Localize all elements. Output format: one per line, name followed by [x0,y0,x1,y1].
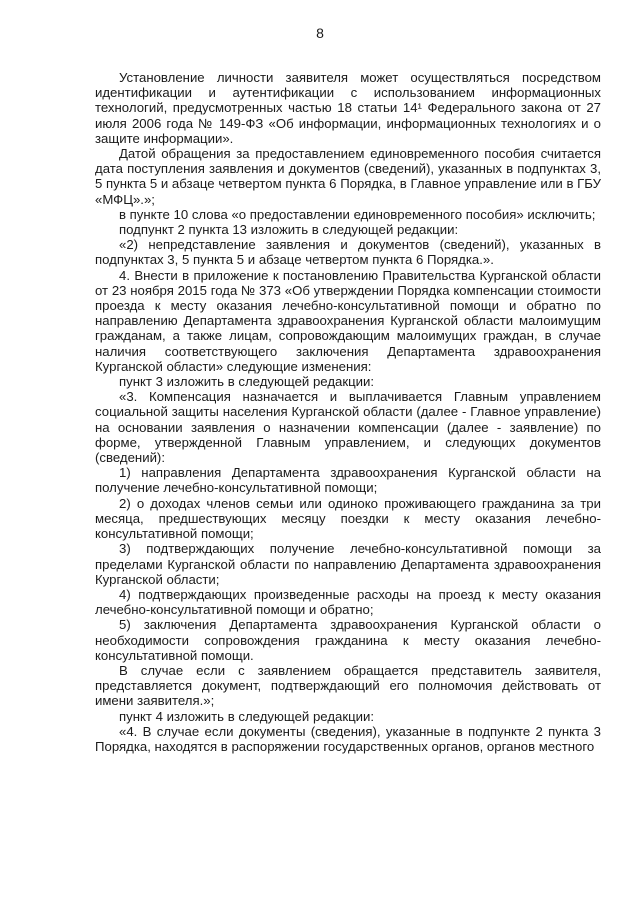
paragraph: В случае если с заявлением обращается представитель заявителя, представляется документ, подтверждающий его полномочия действовать от имени заявителя.»; [95,662,601,709]
paragraph: пункт 3 изложить в следующей редакции: [119,374,375,390]
paragraph: 1) направления Департамента здравоохранения Курганской области на получение лечебно-консультативной помощи; [95,465,601,496]
paragraph: 2) о доходах членов семьи или одиноко проживающего гражданина за три месяца, предшествующих месяцу поездки к месту оказания лечебно-консультативной помощи; [95,495,601,542]
paragraph: «3. Компенсация назначается и выплачивается Главным управлением социальной защиты населения Курганской области (далее - Главное управление) на основании заявления о назначении компенсации (далее - заявление) по форме, утвержденной Главным управлением, и следующих документов (сведений): [95,389,601,466]
paragraph: подпункт 2 пункта 13 изложить в следующей редакции: [119,222,459,238]
page-number: 8 [316,25,324,41]
paragraph: 5) заключения Департамента здравоохранения Курганской области о необходимости сопровождения гражданина к месту оказания лечебно-консультативной помощи. [95,617,601,663]
paragraph: «4. В случае если документы (сведения), указанные в подпункте 2 пункта 3 Порядка, находятся в распоряжении государственных органов, органов местного [95,723,601,754]
paragraph: в пункте 10 слова «о предоставлении единовременного пособия» исключить; [119,206,596,222]
paragraph: «2) непредставление заявления и документов (сведений), указанных в подпунктах 3, 5 пункта 5 и абзаце четвертом пункта 6 Порядка.». [95,237,601,268]
document-body [95,70,601,754]
paragraph: Установление личности заявителя может осуществляться посредством идентификации и аутентификации с использованием информационных технологий, предусмотренных частью 18 статьи 14¹ Федерального закона от 27 июля 2006 года № 149-ФЗ «Об информации, информационных технологиях и о защите информации». [95,70,601,146]
paragraph: 3) подтверждающих получение лечебно-консультативной помощи за пределами Курганской области по направлению Департамента здравоохранения Курганской области; [95,541,601,587]
paragraph: пункт 4 изложить в следующей редакции: [119,708,375,724]
paragraph: Датой обращения за предоставлением единовременного пособия считается дата поступления заявления и документов (сведений), указанных в подпунктах 3, 5 пункта 5 и абзаце четвертом пункта 6 Порядка, в Главное управление или в ГБУ «МФЦ».»; [95,146,601,207]
paragraph: 4) подтверждающих произведенные расходы на проезд к месту оказания лечебно-консультативной помощи и обратно; [95,586,601,618]
paragraph: 4. Внести в приложение к постановлению Правительства Курганской области от 23 ноября 2015 года № 373 «Об утверждении Порядка компенсации стоимости проезда к месту оказания лечебно-консультативной помощи и обратно по направлению Департамента здравоохранения Курганской области малоимущим гражданам, а также лицам, сопровождающим малоимущих граждан, в случае наличия соответствующего заключения Департамента здравоохранения Курганской области» следующие изменения: [95,267,601,374]
